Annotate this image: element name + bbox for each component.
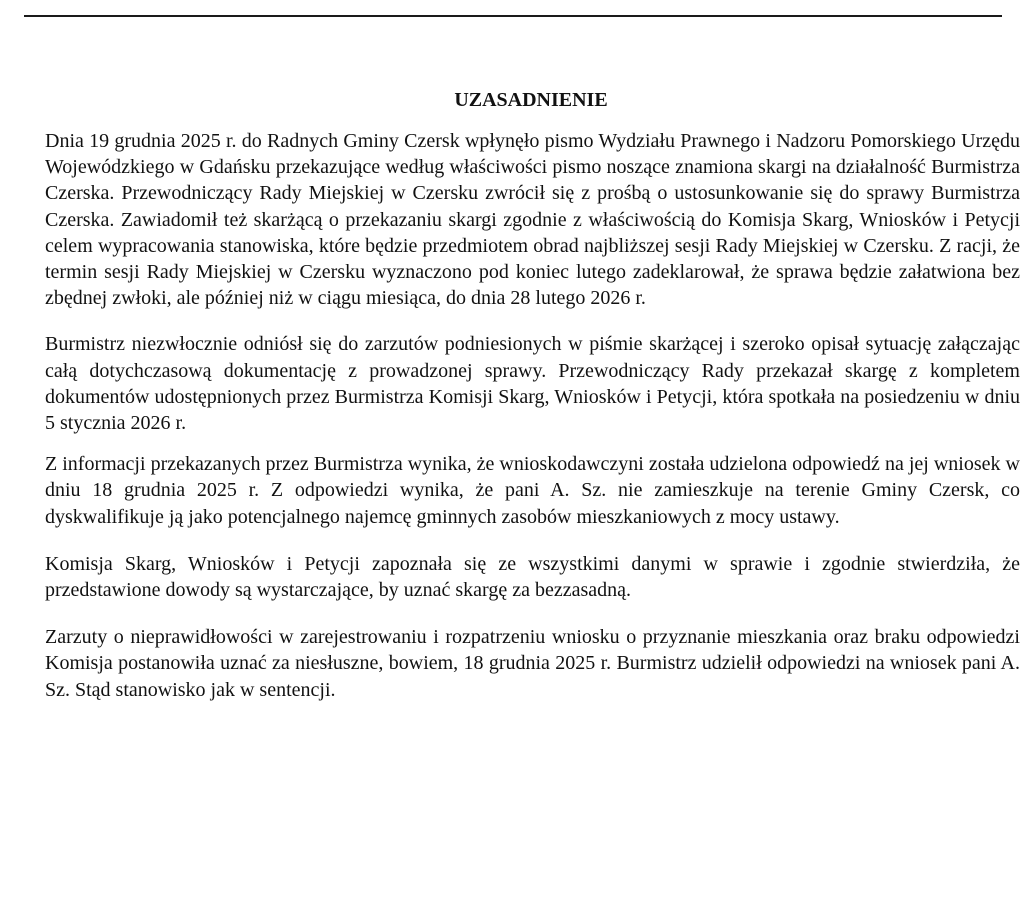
paragraph-2: Burmistrz niezwłocznie odniósł się do zarzutów podniesionych w piśmie skarżącej i szeroko opisał sytuację załączając całą dotychczasową dokumentację z prowadzonej sprawy. Przewodniczący Rady przekazał skargę z kompletem dokumentów udostępnionych przez Burmistrza Komisji Skarg, Wniosków i Petycji, która spotkała na posiedzeniu w dniu 5 stycznia 2026 r. (45, 333, 1020, 435)
paragraph-1: Dnia 19 grudnia 2025 r. do Radnych Gminy Czersk wpłynęło pismo Wydziału Prawnego i Nadzoru Pomorskiego Urzędu Wojewódzkiego w Gdańsku przekazujące według właściwości pismo noszące znamiona skargi na działalność Burmistrza Czerska. Przewodniczący Rady Miejskiej w Czersku zwrócił się z prośbą o ustosunkowanie się do sprawy Burmistrza Czerska. Zawiadomił też skarżącą o przekazaniu skargi zgodnie z właściwością do Komisja Skarg, Wniosków i Petycji celem wypracowania stanowiska, które będzie przedmiotem obrad najbliższej sesji Rady Miejskiej w Czersku. Z racji, że termin sesji Rady Miejskiej w Czersku wyznaczono pod koniec lutego zadeklarował, że sprawa będzie załatwiona bez zbędnej zwłoki, ale później niż w ciągu miesiąca, do dnia 28 lutego 2026 r. (45, 130, 1020, 310)
paragraph-4: Komisja Skarg, Wniosków i Petycji zapoznała się ze wszystkimi danymi w sprawie i zgodnie stwierdziła, że przedstawione dowody są wystarczające, by uznać skargę za bezzasadną. (45, 552, 1020, 602)
header-rule (24, 15, 1002, 17)
paragraph-3: Z informacji przekazanych przez Burmistrza wynika, że wnioskodawczyni została udzielona odpowiedź na jej wniosek w dniu 18 grudnia 2025 r. Z odpowiedzi wynika, że pani A. Sz. nie zamieszkuje na terenie Gminy Czersk, co dyskwalifikuje ją jako potencjalnego najemcę gminnych zasobów mieszkaniowych z mocy ustawy. (45, 453, 1020, 528)
document-title: UZASADNIENIE (454, 89, 608, 112)
document-body (45, 128, 1020, 703)
paragraph-5: Zarzuty o nieprawidłowości w zarejestrowaniu i rozpatrzeniu wniosku o przyznanie mieszkania oraz braku odpowiedzi Komisja postanowiła uznać za niesłuszne, bowiem, 18 grudnia 2025 r. Burmistrz udzielił odpowiedzi na wniosek pani A. Sz. Stąd stanowisko jak w sentencji. (45, 626, 1020, 701)
